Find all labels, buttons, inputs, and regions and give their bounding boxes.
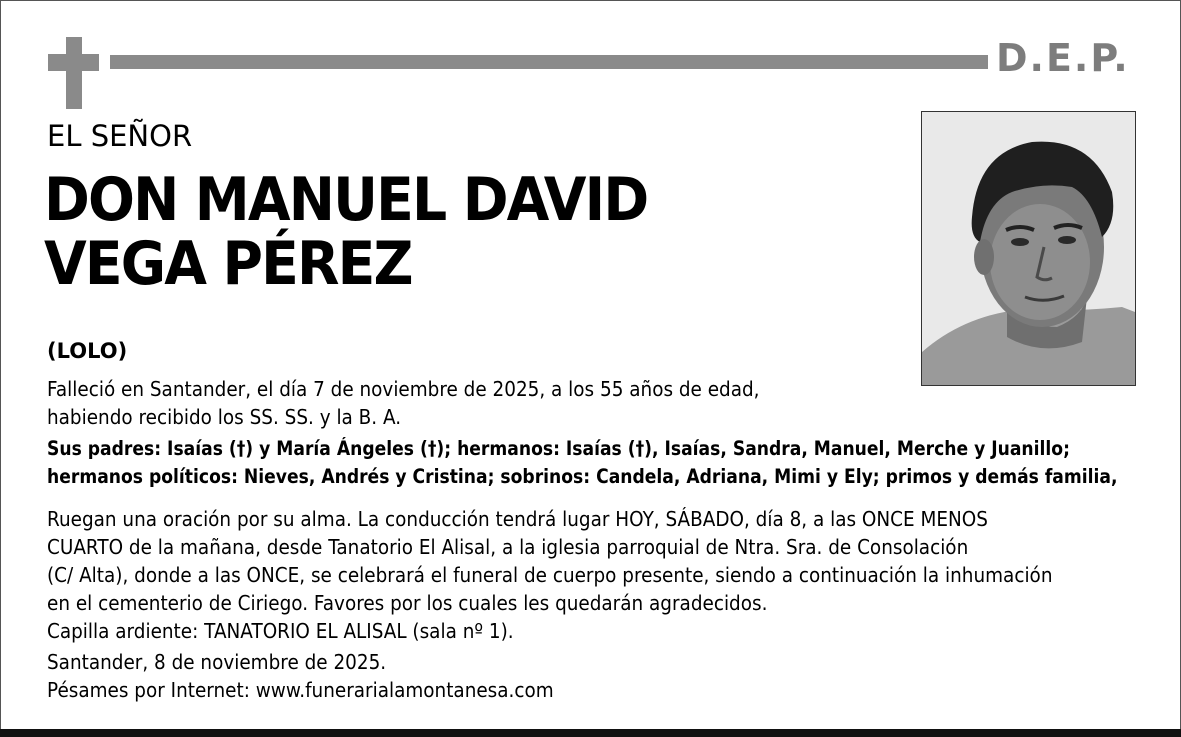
nickname: (LOLO) bbox=[47, 339, 128, 363]
honorific: EL SEÑOR bbox=[47, 119, 193, 153]
funeral-line: en el cementerio de Ciriego. Favores por los cuales les quedarán agradecidos. bbox=[47, 591, 768, 615]
family-line: hermanos políticos: Nieves, Andrés y Cristina; sobrinos: Candela, Adriana, Mimi y Ely; primos y demás familia, bbox=[47, 465, 1118, 488]
family-line: Sus padres: Isaías (†) y María Ángeles (†); hermanos: Isaías (†), Isaías, Sandra, Manuel, Merche y Juanillo; bbox=[47, 437, 1070, 460]
footer-date: Santander, 8 de noviembre de 2025. bbox=[47, 650, 387, 674]
cross-icon bbox=[66, 37, 82, 109]
chapel-line: Capilla ardiente: TANATORIO EL ALISAL (sala nº 1). bbox=[47, 619, 514, 643]
bottom-bar bbox=[0, 729, 1181, 737]
family-list bbox=[47, 435, 1118, 491]
funeral-line: (C/ Alta), donde a las ONCE, se celebrará el funeral de cuerpo presente, siendo a continuación la inhumación bbox=[47, 563, 1053, 587]
death-notice-line: habiendo recibido los SS. SS. y la B. A. bbox=[47, 405, 402, 429]
funeral-line: Ruegan una oración por su alma. La conducción tendrá lugar HOY, SÁBADO, día 8, a las ONCE MENOS bbox=[47, 507, 988, 531]
deceased-name bbox=[44, 165, 648, 299]
dep-label: D.E.P. bbox=[996, 36, 1130, 80]
funeral-line: CUARTO de la mañana, desde Tanatorio El Alisal, a la iglesia parroquial de Ntra. Sra. de Consolación bbox=[47, 535, 969, 559]
cross-icon-arm bbox=[48, 54, 99, 71]
death-notice-line: Falleció en Santander, el día 7 de noviembre de 2025, a los 55 años de edad, bbox=[47, 377, 760, 401]
name-line-2: VEGA PÉREZ bbox=[44, 229, 412, 299]
portrait-photo bbox=[921, 111, 1136, 386]
death-notice bbox=[47, 375, 760, 431]
header-rule bbox=[110, 55, 988, 69]
footer bbox=[47, 648, 554, 704]
funeral-details bbox=[47, 505, 1052, 645]
footer-web: Pésames por Internet: www.funerarialamontanesa.com bbox=[47, 678, 554, 702]
name-line-1: DON MANUEL DAVID bbox=[44, 165, 648, 235]
